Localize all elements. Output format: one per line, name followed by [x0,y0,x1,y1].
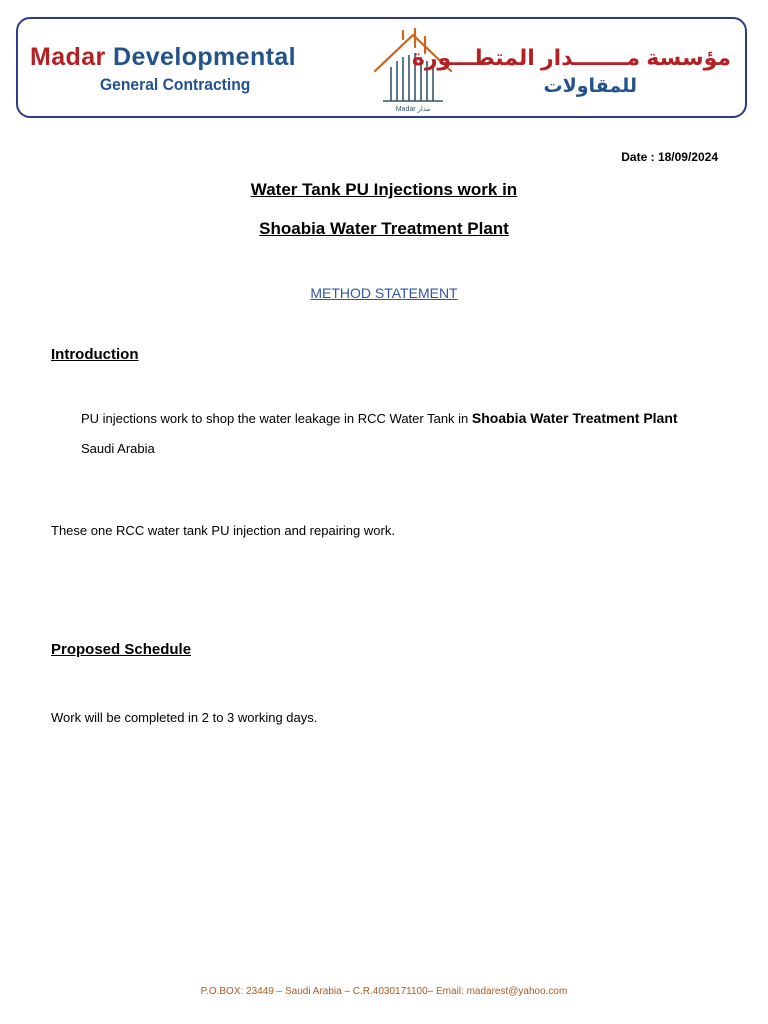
brand-word-madar: Madar [30,43,106,71]
introduction-paragraph: These one RCC water tank PU injection and repairing work. [51,523,395,538]
introduction-heading: Introduction [51,346,139,363]
introduction-line1 [81,410,678,426]
document-date: Date : 18/09/2024 [621,150,718,164]
introduction-line2: Saudi Arabia [81,441,155,456]
company-name-arabic: مؤسسة مـــــــدار المتطـــورة [411,45,731,70]
schedule-text: Work will be completed in 2 to 3 working days. [51,710,318,725]
logo-caption: Madar مدار [395,106,431,113]
company-name-english [30,43,296,72]
document-title-line2: Shoabia Water Treatment Plant [259,219,509,238]
company-subtitle-arabic: للمقاولات [543,76,637,97]
introduction-line1-text: PU injections work to shop the water leakage in RCC Water Tank in [81,411,472,426]
footer-contact: P.O.BOX: 23449 – Saudi Arabia – C.R.4030171100– Email: madarest@yahoo.com [200,986,568,997]
schedule-heading: Proposed Schedule [51,641,192,658]
letterhead [16,17,747,118]
document-title-line1: Water Tank PU Injections work in [250,180,518,199]
plant-name-bold: Shoabia Water Treatment Plant [471,410,678,426]
brand-word-developmental: Developmental [113,43,297,71]
company-subtitle-english: General Contracting [100,75,251,94]
document-subtitle: METHOD STATEMENT [310,285,458,301]
